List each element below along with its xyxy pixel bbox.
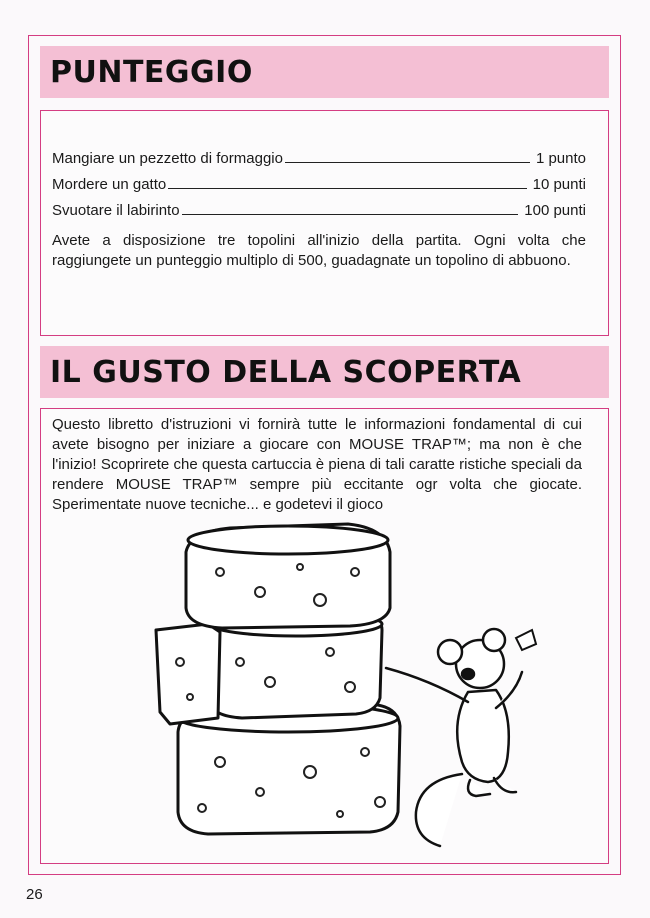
score-row: [52, 173, 586, 193]
leader-line: [168, 188, 526, 189]
scoring-note: Avete a disposizione tre topolini all'inizio della partita. Ogni volta che raggiungete un punteggio multiplo di 500, guadagnate un topolino di abbuono.: [52, 232, 586, 269]
score-label: Svuotare il labirinto: [52, 202, 180, 219]
score-points: 1 punto: [535, 150, 586, 167]
score-points: 100 punti: [524, 202, 586, 219]
score-label: Mangiare un pezzetto di formaggio: [52, 150, 283, 167]
cheese-and-mouse-illustration: [150, 512, 590, 852]
scoring-heading: PUNTEGGIO: [40, 46, 609, 98]
score-row: [52, 199, 586, 219]
leader-line: [182, 214, 519, 215]
score-points: 10 punti: [532, 176, 586, 193]
scoring-box: [40, 110, 609, 336]
leader-line: [285, 162, 530, 163]
score-row: [52, 147, 586, 167]
score-label: Mordere un gatto: [52, 176, 167, 193]
discovery-heading: IL GUSTO DELLA SCOPERTA: [40, 346, 609, 398]
discovery-text: Questo libretto d'istruzioni vi fornirà tutte le informazioni fondamental di cui avete bisogno per iniziare a giocare con MOUSE TRAP™; ma non è che l'inizio! Scoprirete che questa cartuccia è piena di tali caratte ristiche speciali da rendere MOUSE TRAP™ sempre più eccitante ogr volta che giocate. Sperimentate nuove tecniche... e godetevi il gioco: [52, 416, 582, 513]
page-number: 26: [26, 886, 43, 903]
